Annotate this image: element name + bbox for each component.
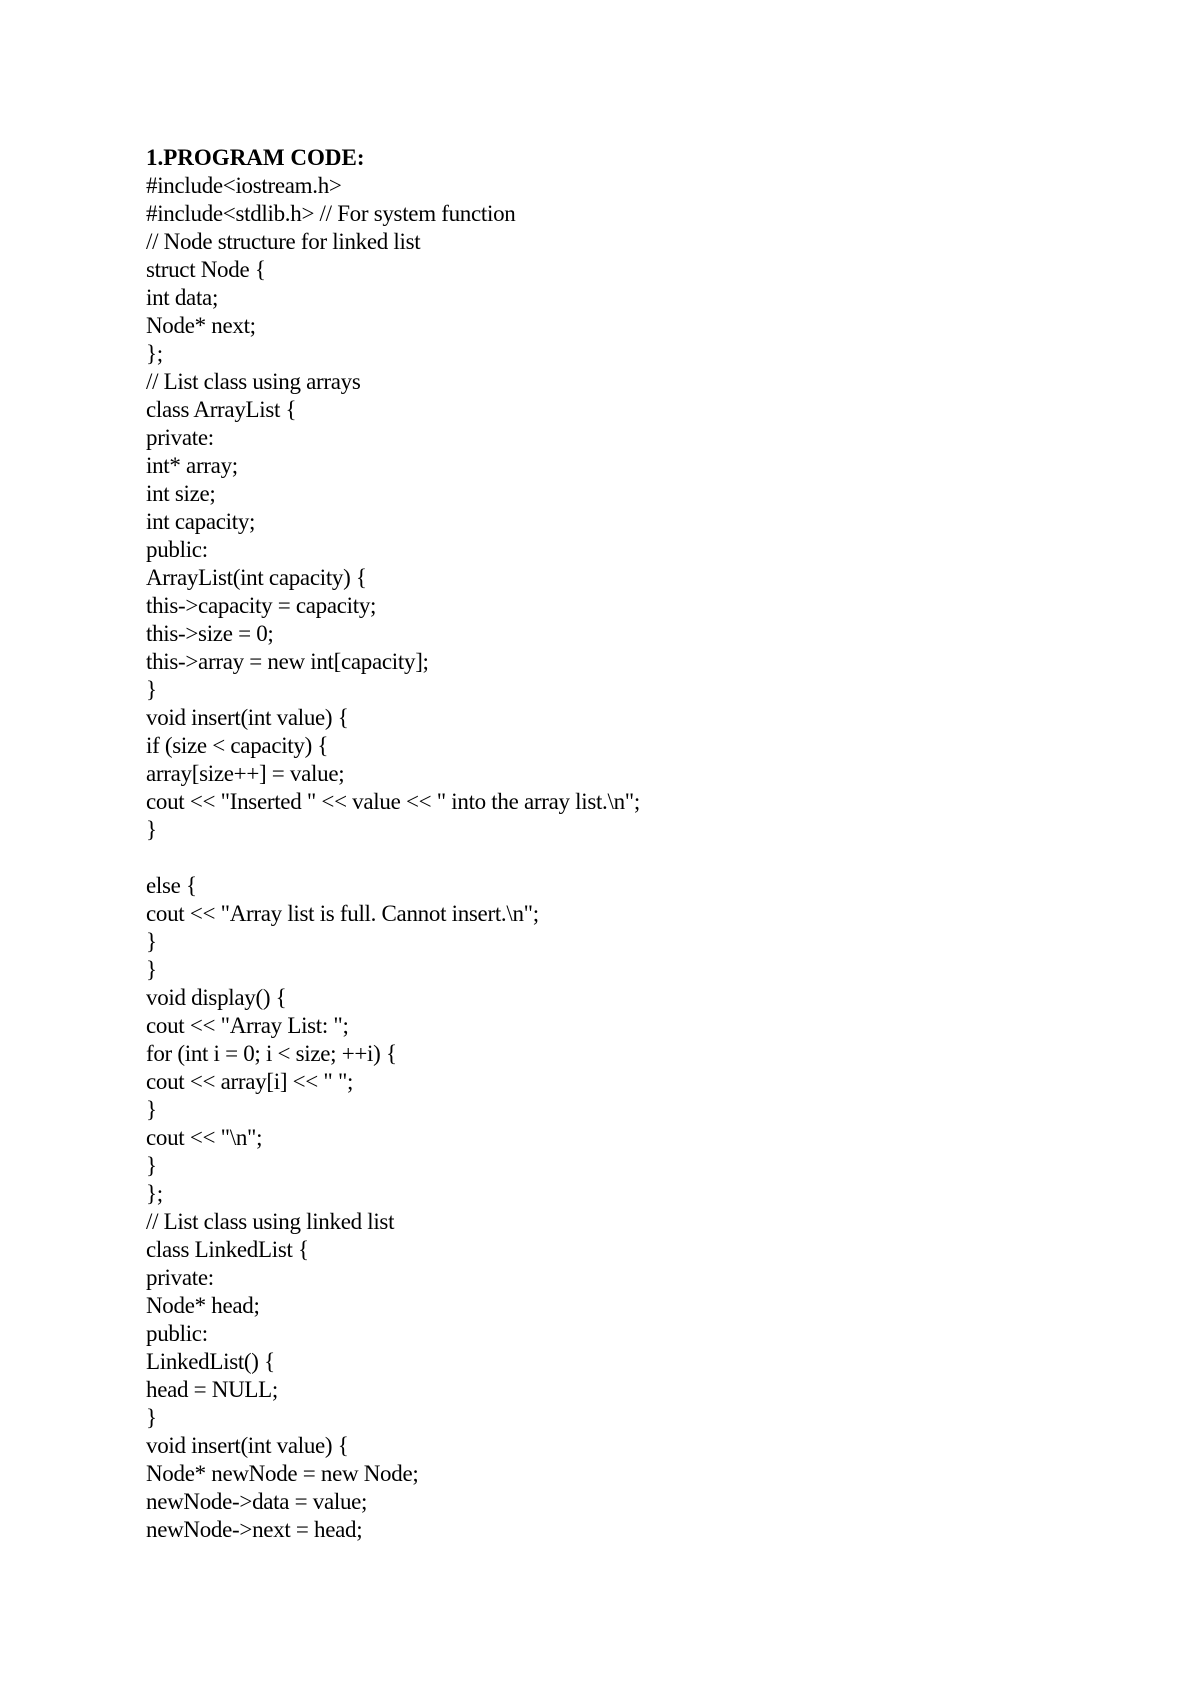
code-line: ArrayList(int capacity) { xyxy=(146,565,367,590)
code-line: } xyxy=(146,957,157,982)
code-line: int* array; xyxy=(146,453,238,478)
code-line: else { xyxy=(146,873,197,898)
code-line: } xyxy=(146,677,157,702)
code-line: void insert(int value) { xyxy=(146,705,349,730)
code-line: } xyxy=(146,929,157,954)
code-line: }; xyxy=(146,1181,163,1206)
code-line: this->capacity = capacity; xyxy=(146,593,377,618)
code-line: Node* next; xyxy=(146,313,256,338)
code-line: #include<stdlib.h> // For system function xyxy=(146,201,516,226)
code-line: head = NULL; xyxy=(146,1377,278,1402)
code-line: private: xyxy=(146,1265,214,1290)
code-line: } xyxy=(146,817,157,842)
code-line: }; xyxy=(146,341,163,366)
code-line: for (int i = 0; i < size; ++i) { xyxy=(146,1041,397,1066)
code-listing xyxy=(146,172,1126,1544)
code-line: int data; xyxy=(146,285,219,310)
code-line: array[size++] = value; xyxy=(146,761,345,786)
code-line: cout << "Array list is full. Cannot insert.\n"; xyxy=(146,901,539,926)
code-line: this->array = new int[capacity]; xyxy=(146,649,429,674)
code-line: Node* newNode = new Node; xyxy=(146,1461,419,1486)
code-line: void display() { xyxy=(146,985,287,1010)
code-line: struct Node { xyxy=(146,257,266,282)
document-body xyxy=(146,144,1126,1544)
code-line: class ArrayList { xyxy=(146,397,297,422)
code-line: } xyxy=(146,1405,157,1430)
code-line: public: xyxy=(146,537,208,562)
code-line: // Node structure for linked list xyxy=(146,229,421,254)
code-line: int size; xyxy=(146,481,216,506)
code-line: Node* head; xyxy=(146,1293,260,1318)
section-heading: 1.PROGRAM CODE: xyxy=(146,145,365,170)
code-line: #include<iostream.h> xyxy=(146,173,342,198)
code-line: this->size = 0; xyxy=(146,621,274,646)
code-line: newNode->next = head; xyxy=(146,1517,363,1542)
code-line: public: xyxy=(146,1321,208,1346)
code-line: class LinkedList { xyxy=(146,1237,309,1262)
code-line: // List class using linked list xyxy=(146,1209,395,1234)
code-line: } xyxy=(146,1153,157,1178)
code-line: cout << "\n"; xyxy=(146,1125,263,1150)
code-line: newNode->data = value; xyxy=(146,1489,368,1514)
code-line: cout << "Inserted " << value << " into the array list.\n"; xyxy=(146,789,640,814)
code-line: private: xyxy=(146,425,214,450)
code-line: cout << array[i] << " "; xyxy=(146,1069,354,1094)
code-line: if (size < capacity) { xyxy=(146,733,329,758)
code-line: int capacity; xyxy=(146,509,256,534)
code-line: LinkedList() { xyxy=(146,1349,275,1374)
code-line xyxy=(146,844,1126,872)
code-line: cout << "Array List: "; xyxy=(146,1013,349,1038)
code-line: void insert(int value) { xyxy=(146,1433,349,1458)
code-line: // List class using arrays xyxy=(146,369,361,394)
code-line: } xyxy=(146,1097,157,1122)
